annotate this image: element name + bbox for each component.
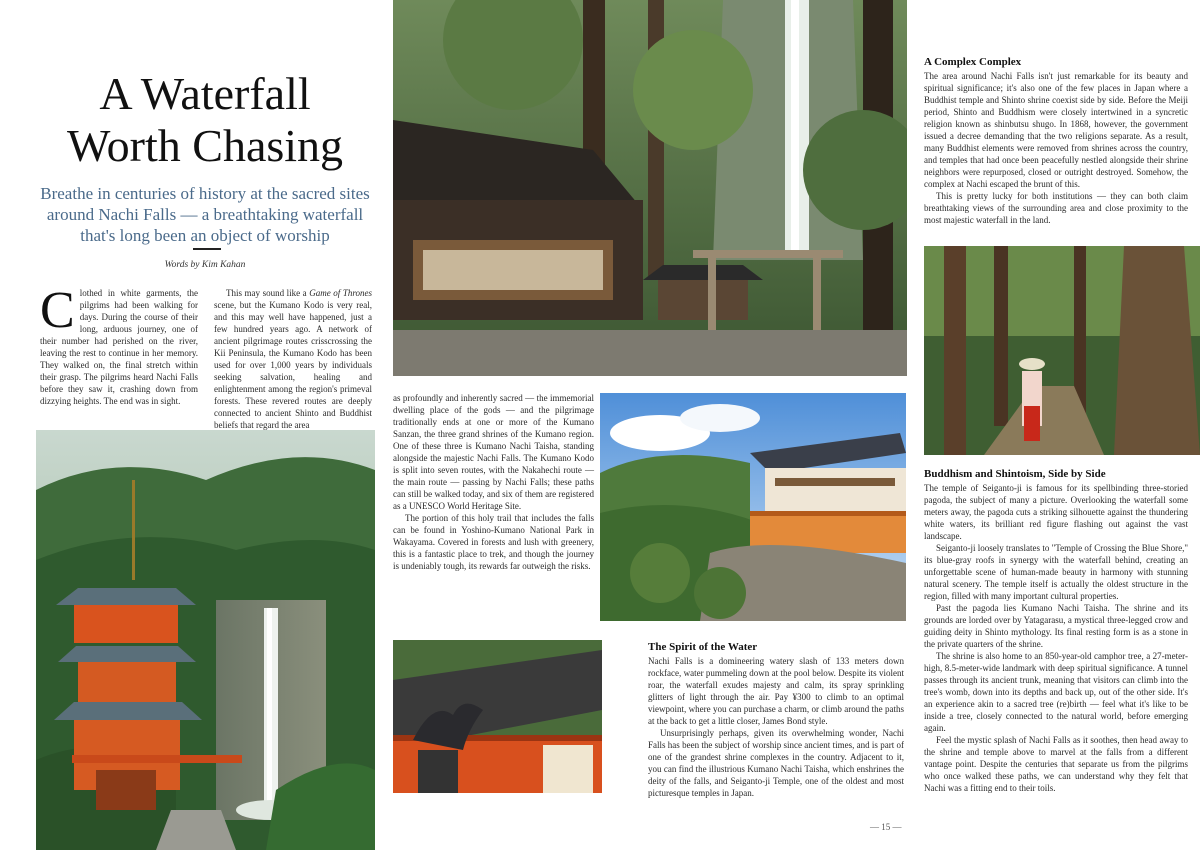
article-title-line-2: Worth Chasing [66, 120, 344, 171]
complex-paragraph-1: The area around Nachi Falls isn't just remarkable for its beauty and spiritual significance; it's also one of the few places in Japan where a Buddhist temple and Shinto shrine coexist side by side. Before the Meiji period, Shinto and Buddhism were closely intertwined in a syncretic religion known as shinbutsu shugo. In 1868, however, the government issued a decree demanding that the two religions separate. As a result, many Buddhist elements were removed from shrines across the country, and temples that had once been peacefully nestled alongside their shrine neighbors were repurposed, closed or outright destroyed. Somehow, the complex at Nachi escaped the brunt of this. [924, 71, 1188, 189]
buddhism-paragraph-3: Past the pagoda lies Kumano Nachi Taisha. The shrine and its grounds are lorded over by Yatagarasu, a mystical three-legged crow and guiding deity in Shinto mythology. Its final resting form is as a stone in the private quarters of the shrine. [924, 603, 1188, 649]
article-subtitle: Breathe in centuries of history at the sacred sites around Nachi Falls — a breathtaking waterfall that's long been an object of worship [40, 184, 370, 245]
article-title [30, 68, 380, 172]
page-number: — 15 — [870, 822, 902, 832]
spirit-paragraph-2: Unsurprisingly perhaps, given its overwhelming wonder, Nachi Falls has been the subject of worship since ancient times, and is part of one of the grandest shrine complexes in the country. Adjacent to it, you can find the illustrious Kumano Nachi Taisha, which enshrines the deity of the falls, and Seiganto-ji Temple, one of the oldest and most picturesque temples in Japan. [648, 728, 904, 798]
byline: Words by Kim Kahan [164, 260, 246, 270]
intro-paragraph-2-end: scene, but the Kumano Kodo is very real, and this may well have happened, just a few hundred years ago. A network of ancient pilgrimage routes crisscrossing the Kii Peninsula, the Kumano Kodo has been used for over 1,000 years by individuals seeking salvation, healing and enlightenment among the region's primeval forests. These revered routes are deeply connected to ancient Shinto and Buddhist beliefs that regard the area [214, 300, 372, 430]
buddhism-paragraph-1: The temple of Seiganto-ji is famous for its spellbinding three-storied pagoda, the subject of many a picture. Overlooking the waterfall some meters away, the pagoda cuts a striking silhouette against the thundering white waters, its brilliant red figure flashing out against the vast landscape. [924, 483, 1188, 541]
forest-path-photo [924, 246, 1200, 455]
buddhism-paragraph-2: Seiganto-ji loosely translates to "Temple of Crossing the Blue Shore," its blue-gray roofs in synergy with the waterfall behind, creating an unforgettable scene of human-made beauty in harmony with stunning natural scenery. The temple itself is actually the oldest structure in the region, filled with many important cultural properties. [924, 543, 1188, 601]
intro-column-2 [214, 287, 372, 431]
intro-paragraph-4: The portion of this holy trail that includes the falls can be found in Yoshino-Kumano National Park in Wakayama. Covered in forests and lush with greenery, this is a fantastic place to trek, and though the journey is undeniably tough, its rewards far outweigh the risks. [393, 513, 594, 571]
spirit-paragraph-1: Nachi Falls is a domineering watery slash of 133 meters down rockface, water pummeling down at the pool below. Despite its violent roar, the waterfall exudes majesty and calm, its spray sprinkling glitters of light through the air. Pay ¥300 to climb to an optimal viewpoint, where you can purchase a charm, or climb around the paths at the back to get a little closer, James Bond style. [648, 656, 904, 726]
game-of-thrones-title: Game of Thrones [309, 288, 372, 298]
dropcap: C [40, 282, 75, 339]
intro-paragraph-2-start: This may sound like a [226, 288, 310, 298]
crow-statue-photo [393, 640, 602, 793]
buddhism-shintoism-section [924, 468, 1188, 794]
spirit-of-water-section [648, 641, 904, 799]
complex-section [924, 56, 1188, 226]
spirit-of-water-heading: The Spirit of the Water [648, 641, 758, 653]
buddhism-paragraph-4: The shrine is also home to an 850-year-old camphor tree, a 27-meter-high, 8.5-meter-wide landmark with deep spiritual significance. A tunnel passes through its ancient trunk, meaning that visitors can climb into the tree's womb, down into its depths and back up, out of the other side. It's an experience akin to a sacred tree (re)birth — feel what it's like to be inside a tree, closely connected to the natural world, before emerging again. [924, 651, 1188, 733]
complex-paragraph-2: This is pretty lucky for both institutions — they can both claim breathtaking views of the surrounding area and close proximity to the most majestic waterfall in the land. [924, 191, 1188, 225]
article-title-line-1: A Waterfall [99, 68, 311, 119]
buddhism-shintoism-heading: Buddhism and Shintoism, Side by Side [924, 468, 1106, 480]
buddhism-paragraph-5: Feel the mystic splash of Nachi Falls as it soothes, then head away to the shrine and temple above to marvel at the falls from a different vantage point. Despite the centuries that separate us from the pilgrims who once walked these paths, we can understand why they felt that Nachi was a fitting end to their toils. [924, 735, 1188, 793]
title-divider [193, 248, 221, 250]
complex-heading: A Complex Complex [924, 56, 1022, 68]
temple-terrace-photo [600, 393, 906, 621]
intro-paragraph-2 [214, 287, 372, 431]
intro-column-1 [40, 282, 198, 407]
shrine-waterfall-photo [393, 0, 907, 376]
intro-paragraph-1: lothed in white garments, the pilgrims had been walking for days. During the course of their long, arduous journey, one of their number had perished on the river, leaving the rest to continue in her memory. They walked on, the final stretch within their grasp. The pilgrims heard Nachi Falls before they saw it, crashing down from dizzying heights. The end was in sight. [40, 288, 198, 406]
intro-paragraph-3: as profoundly and inherently sacred — the immemorial dwelling place of the gods — and the pilgrimage traditionally ends at one or more of the Kumano Sanzan, the three grand shrines of the Kumano region. One of these three is Kumano Nachi Taisha, standing alongside the majestic Nachi Falls. The Kumano Kodo is split into seven routes, with the Nakahechi route — the main route — passing by Nachi Falls; these paths can still be walked today, and six of them are registered as a UNESCO World Heritage Site. [393, 393, 594, 511]
pagoda-waterfall-photo [36, 430, 375, 850]
intro-column-3 [393, 392, 594, 572]
